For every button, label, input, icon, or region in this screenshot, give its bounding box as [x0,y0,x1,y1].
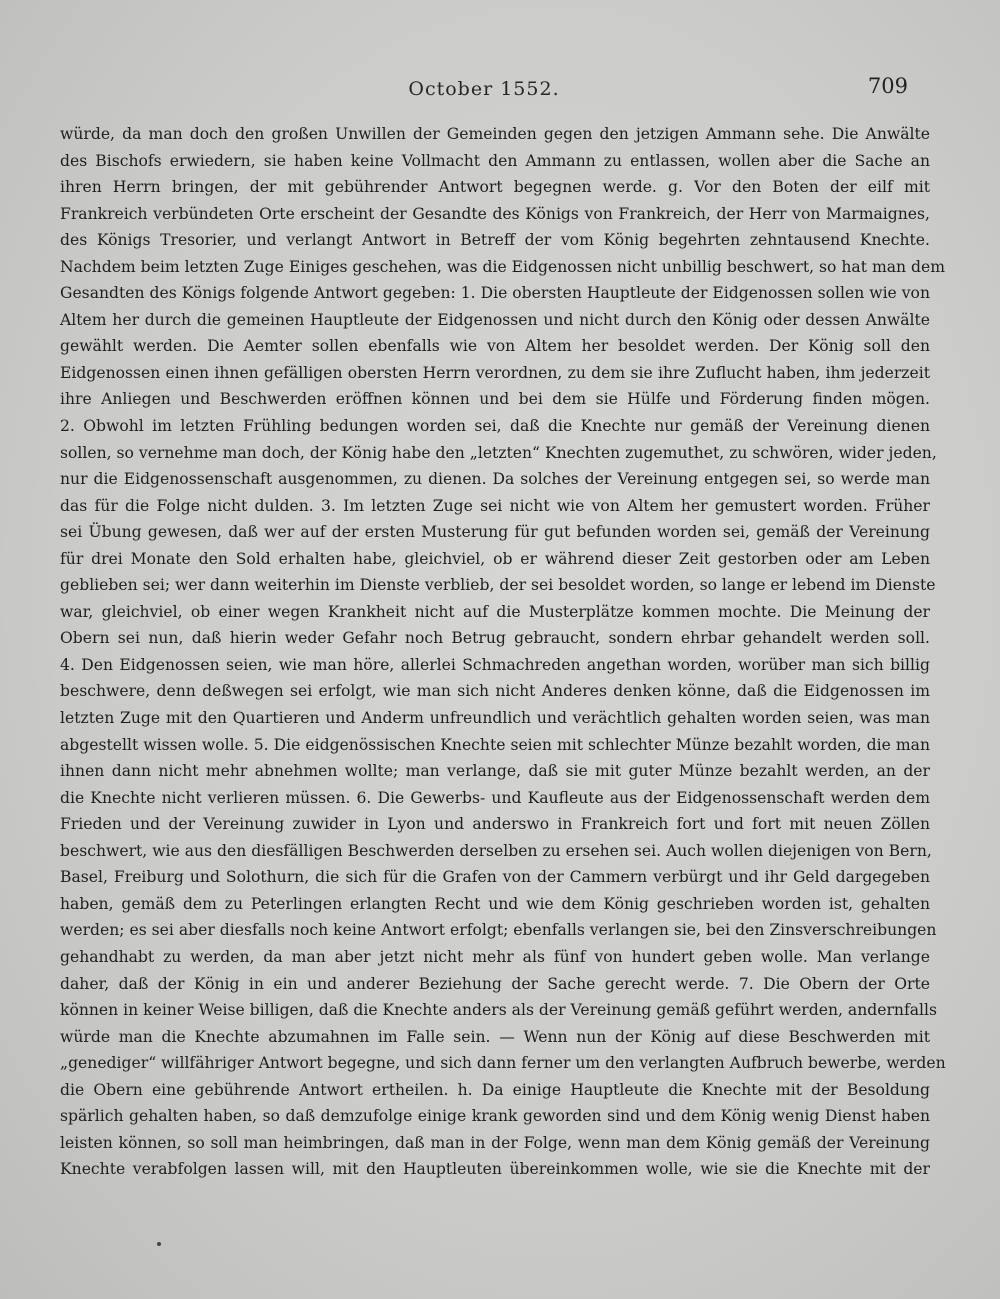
page-header [60,74,908,104]
text-line: beschwere, denn deßwegen sei erfolgt, wie man sich nicht Anderes denken könne, daß die Eidgenossen im [60,682,930,701]
text-line: war, gleichviel, ob einer wegen Krankheit nicht auf die Musterplätze kommen mochte. Die Meinung der [60,602,930,621]
text-line: sollen, so vernehme man doch, der König habe den „letzten“ Knechten zugemuthet, zu schwören, wider jeden, [60,443,937,462]
text-line: gehandhabt zu werden, da man aber jetzt nicht mehr als fünf von hundert geben wolle. Man verlange [60,947,930,966]
text-line: Obern sei nun, daß hierin weder Gefahr noch Betrug gebraucht, sondern ehrbar gehandelt werden soll. [60,629,930,648]
text-line: haben, gemäß dem zu Peterlingen erlangten Recht und wie dem König geschrieben worden ist, gehalten [60,894,930,913]
text-line: Frieden und der Vereinung zuwider in Lyon und anderswo in Frankreich fort und fort mit neuen Zöllen [60,815,930,834]
text-line: für drei Monate den Sold erhalten habe, gleichviel, ob er während dieser Zeit gestorben oder am Leben [60,549,930,568]
text-line: „genediger“ willfähriger Antwort begegne, und sich dann ferner um den verlangten Aufbruch bewerbe, werden [60,1054,946,1073]
text-line: nur die Eidgenossenschaft ausgenommen, zu dienen. Da solches der Vereinung entgegen sei, so werde man [60,470,930,489]
ink-speck [157,1242,161,1246]
text-line: des Bischofs erwiedern, sie haben keine Vollmacht den Ammann zu entlassen, wollen aber die Sache an [60,151,930,170]
text-line: werden; es sei aber diesfalls noch keine Antwort erfolgt; ebenfalls verlangen sie, bei den Zinsverschreibungen [60,921,937,940]
text-line: Altem her durch die gemeinen Hauptleute der Eidgenossen und nicht durch den König oder dessen Anwälte [60,310,930,329]
text-line: Nachdem beim letzten Zuge Einiges geschehen, was die Eidgenossen nicht unbillig beschwert, so hat man dem [60,257,946,276]
text-line: geblieben sei; wer dann weiterhin im Dienste verblieb, der sei besoldet worden, so lange er lebend im Dienste [60,576,936,595]
text-line: Gesandten des Königs folgende Antwort gegeben: 1. Die obersten Hauptleute der Eidgenossen sollen wie von [60,284,930,303]
text-line: das für die Folge nicht dulden. 3. Im letzten Zuge sei nicht wie von Altem her gemustert worden. Früher [60,496,930,515]
text-line: gewählt werden. Die Aemter sollen ebenfalls wie von Altem her besoldet werden. Der König soll den [60,337,930,356]
text-line: die Knechte nicht verlieren müssen. 6. Die Gewerbs- und Kaufleute aus der Eidgenossenschaft werden dem [60,788,930,807]
running-title: October 1552. [408,78,560,100]
page-number: 709 [867,74,908,98]
text-line: Frankreich verbündeten Orte erscheint der Gesandte des Königs von Frankreich, der Herr von Marmaignes, [60,204,930,223]
text-line: abgestellt wissen wolle. 5. Die eidgenössischen Knechte seien mit schlechter Münze bezahlt worden, die man [60,735,930,754]
text-line: leisten können, so soll man heimbringen, daß man in der Folge, wenn man dem König gemäß der Vereinung [60,1133,930,1152]
text-line: daher, daß der König in ein und anderer Beziehung der Sache gerecht werde. 7. Die Obern der Orte [60,974,930,993]
text-line: Knechte verabfolgen lassen will, mit den Hauptleuten übereinkommen wolle, wie sie die Knechte mit der [60,1160,930,1179]
text-line: ihnen dann nicht mehr abnehmen wollte; man verlange, daß sie mit guter Münze bezahlt werden, an der [60,762,930,781]
text-line: können in keiner Weise billigen, daß die Knechte anders als der Vereinung gemäß geführt werden, andernfalls [60,1001,938,1020]
body-text [60,121,946,1183]
text-line: Basel, Freiburg und Solothurn, die sich für die Grafen von der Cammern verbürgt und ihr Geld dargegeben [60,868,930,887]
text-line: die Obern eine gebührende Antwort ertheilen. h. Da einige Hauptleute die Knechte mit der Besoldung [60,1080,930,1099]
text-line: Eidgenossen einen ihnen gefälligen obersten Herrn verordnen, zu dem sie ihre Zuflucht haben, ihm jederzeit [60,363,930,382]
text-line: würde, da man doch den großen Unwillen der Gemeinden gegen den jetzigen Ammann sehe. Die Anwälte [60,125,930,143]
text-line: ihre Anliegen und Beschwerden eröffnen können und bei dem sie Hülfe und Förderung finden mögen. [60,390,930,409]
text-line: 4. Den Eidgenossen seien, wie man höre, allerlei Schmachreden angethan worden, worüber man sich billig [60,655,930,674]
text-line: spärlich gehalten haben, so daß demzufolge einige krank geworden sind und dem König wenig Dienst haben [60,1107,930,1126]
text-line: sei Übung gewesen, daß wer auf der ersten Musterung für gut befunden worden sei, gemäß der Vereinung [60,523,930,542]
text-line: 2. Obwohl im letzten Frühling bedungen worden sei, daß die Knechte nur gemäß der Vereinung dienen [60,417,930,436]
text-line: beschwert, wie aus den diesfälligen Beschwerden derselben zu ersehen sei. Auch wollen diejenigen von Bern, [60,841,932,860]
text-line: würde man die Knechte abzumahnen im Falle sein. — Wenn nun der König auf diese Beschwerden mit [60,1027,930,1046]
text-line: des Königs Tresorier, und verlangt Antwort in Betreff der vom König begehrten zehntausend Knechte. [60,231,930,250]
text-line: ihren Herrn bringen, der mit gebührender Antwort begegnen werde. g. Vor den Boten der eilf mit [60,178,930,197]
text-line: letzten Zuge mit den Quartieren und Anderm unfreundlich und verächtlich gehalten worden seien, was man [60,709,930,728]
